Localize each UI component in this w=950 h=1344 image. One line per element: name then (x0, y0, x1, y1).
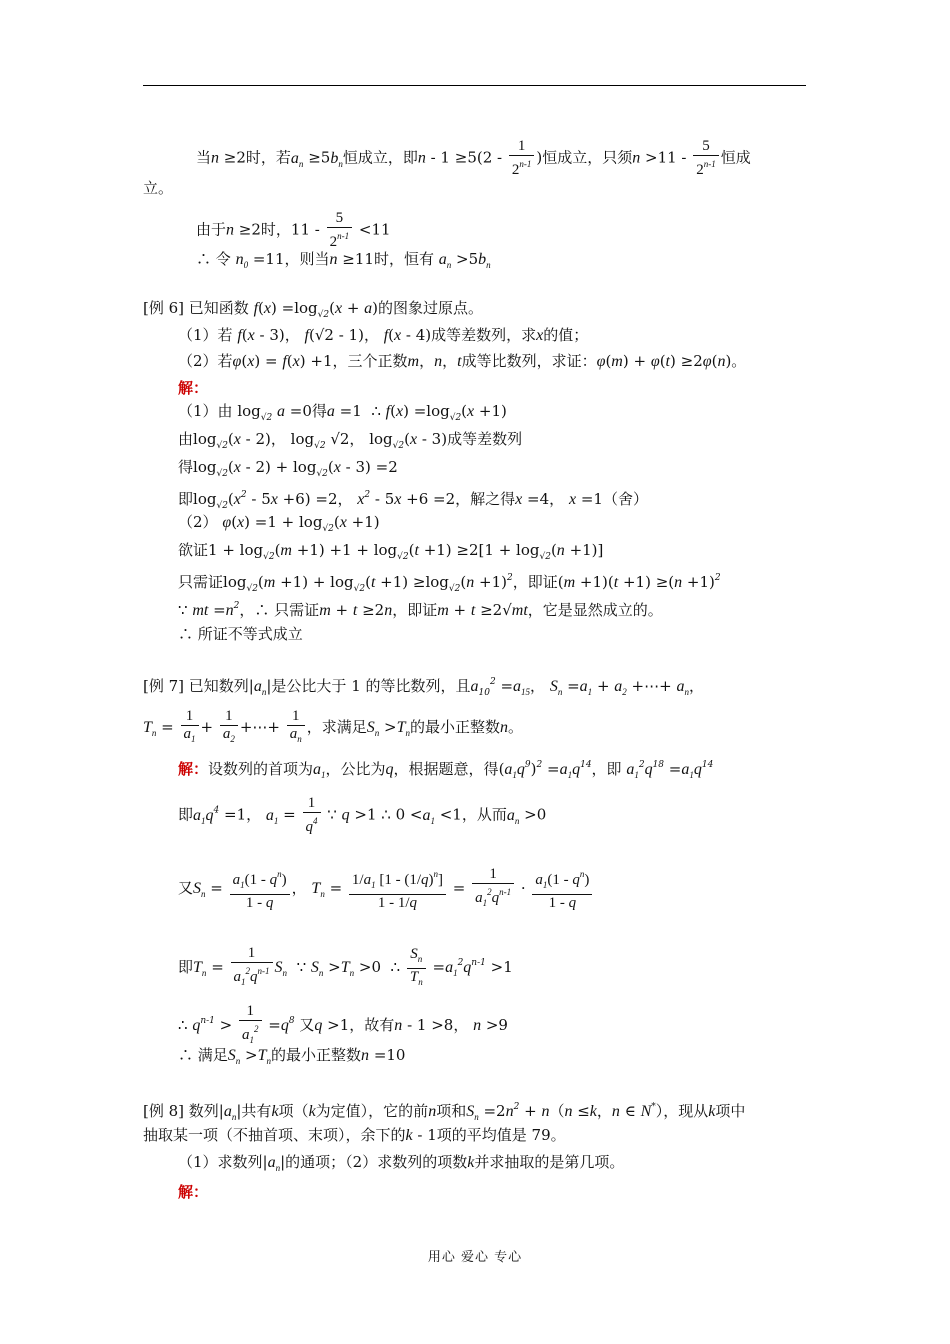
example-7-heading: [例 7] 已知数列$|a_n|$是公比大于 1 的等比数列，且$a_{10}^2 =a_{15}$， $S_n =a_1 + a_2$ +⋯+ $a_n$， (143, 677, 704, 698)
fraction: $\frac{5}{2^{n-1}}$ (693, 138, 719, 179)
text-line: 立。 (143, 179, 174, 197)
text-line: 即$T_n$ = $\frac{1}{a_1^2q^{n-1}}$ $S_n$ ∵ $S_n >T_n >0$ ∴ $\frac{S_n}{T_n}$ $=a_1^2q^{n-1} >1$ (178, 945, 513, 991)
fraction: $\frac{S_n}{T_n}$ (407, 946, 426, 991)
text-line: 即$a_1q^4 =1$， $a_1$ = $\frac{1}{q^4}$ ∵ q >1 ∴ $0 <a_1 <1$，从而$a_n >0$ (178, 795, 547, 835)
fraction: $\frac{a_1(1 - q^n)}{1 - q}$ (230, 866, 290, 912)
text-line: ∴ 满足$S_n >T_n$的最小正整数n =10 (178, 1046, 406, 1066)
fraction: $\frac{a_1(1 - q^n)}{1 - q}$ (532, 866, 592, 912)
fraction: $\frac{1}{a_1}$ (181, 708, 199, 748)
text-line: 欲证$1 + \log_{√2}(m +1) +1 + \log_{√2}(t +1) \ge 2[1 + \log_{√2}(n +1)]$ (178, 541, 604, 562)
header-rule (143, 85, 806, 86)
fraction: $\frac{1}{a_1^2q^{n-1}}$ (231, 945, 273, 991)
fraction: $\frac{1}{a_n}$ (287, 708, 305, 748)
text-line: $T_n$ = $\frac{1}{a_1}$ + $\frac{1}{a_2}$ +⋯+ $\frac{1}{a_n}$ ，求满足$S_n >T_n$的最小正整数n。 (143, 708, 523, 748)
fraction: $\frac{1/a_1 [1 - (1/q)^n]}{1 - 1/q}$ (349, 866, 446, 912)
text-line: 即$\log_{√2}(x^2 - 5x +6) =2$， $x^2 - 5x +6 =2$，解之得x =4， x =1（舍） (178, 490, 648, 511)
fraction: $\frac{1}{q^4}$ (303, 795, 321, 836)
text-line: 由$\log_{√2}(x - 2)$， $\log_{√2} √2$， $\log_{√2}(x - 3)$成等差数列 (178, 430, 523, 451)
text-line: （1）若 f(x - 3)， f(√2 - 1)， f(x - 4)成等差数列，求x的值； (178, 326, 589, 344)
example-6-heading: [例 6] 已知函数 $f(x) =\log_{√2}(x + a)$的图象过原点。 (143, 299, 484, 320)
fraction: $\frac{5}{2^{n-1}}$ (327, 210, 353, 251)
text-line: 由于n ≥2时，11 - $\frac{5}{2^{n-1}}$ <11 (196, 210, 391, 250)
fraction: $\frac{1}{a_1^2q^{n-1}}$ (472, 866, 514, 912)
example-8-heading: [例 8] 数列$|a_n|$共有k项（k为定值），它的前n项和$S_n =2n^2 + n(n \le k$，n ∈ N*），现从k项中 (143, 1102, 746, 1122)
fraction: $\frac{1}{2^{n-1}}$ (509, 138, 535, 179)
text-line: ∴ $q^{n-1}$ > $\frac{1}{a_1^2}$ $=q^8$ 又q >1，故有n - 1 >8， n >9 (178, 1003, 508, 1049)
text-line: 又$S_n$ = $\frac{a_1(1 - q^n)}{1 - q}$ ， $T_n$ = $\frac{1/a_1 [1 - (1/q)^n]}{1 - 1/q}$ = $\frac{1}{a_1^2q^{n-1}}$ · $\frac{a_1(1 - q^n)}{1 - q}$ (178, 866, 594, 912)
text-line: （1）由 $\log_{√2} a =0$得a =1 ∴ $f(x) =\log_{√2}(x +1)$ (178, 402, 507, 423)
text-line: （2） $\varphi(x) =1 + \log_{√2}(x +1)$ (178, 513, 380, 534)
text-line: （1）求数列$|a_n|$的通项；（2）求数列的项数k并求抽取的是第几项。 (178, 1153, 625, 1173)
page-footer: 用心 爱心 专心 (427, 1250, 523, 1265)
text-line: ∴ 所证不等式成立 (178, 625, 303, 643)
text-line: ∴ 令 $n_0 =11$，则当n ≥11时，恒有 $a_n >5b_n$ (196, 250, 491, 270)
solution-label: 解： (178, 379, 209, 397)
fraction: $\frac{1}{a_2}$ (220, 708, 238, 748)
line-condition: 当n ≥2时，若$a_n \ge 5b_n$恒成立，即n - 1 ≥5(2 - $\frac{1}{2^{n-1}}$ )恒成立，只须n >11 - $\frac{5}{2^{n-1}}$ 恒成 (196, 138, 751, 178)
text-line: 得$\log_{√2}(x - 2) + \log_{√2}(x - 3) =2$ (178, 458, 398, 479)
text-line: ∵ mt $=n^2$，∴ 只需证m + t ≥2n，即证m + t ≥2√mt，它是显然成立的。 (178, 601, 663, 619)
text-line: 解：设数列的首项为$a_1$，公比为q，根据题意，得$(a_1q^9)^2 =a_1q^{14}$，即 $a_1^2q^{18} =a_1q^{14}$ (178, 760, 714, 780)
text-line: （2）若φ(x) = f(x) +1，三个正数m，n，t成等比数列，求证：φ(m) + φ(t) ≥2φ(n)。 (178, 352, 747, 370)
solution-label: 解： (178, 1183, 209, 1201)
text-line: 抽取某一项（不抽首项、末项），余下的k - 1项的平均值是 79。 (143, 1126, 566, 1144)
text-line: 只需证$\log_{√2}(m +1) + \log_{√2}(t +1) \ge\log_{√2}(n +1)^2$，即证$(m +1)(t +1) \ge(n +1)^2$ (178, 573, 721, 594)
fraction: $\frac{1}{a_1^2}$ (239, 1003, 262, 1049)
